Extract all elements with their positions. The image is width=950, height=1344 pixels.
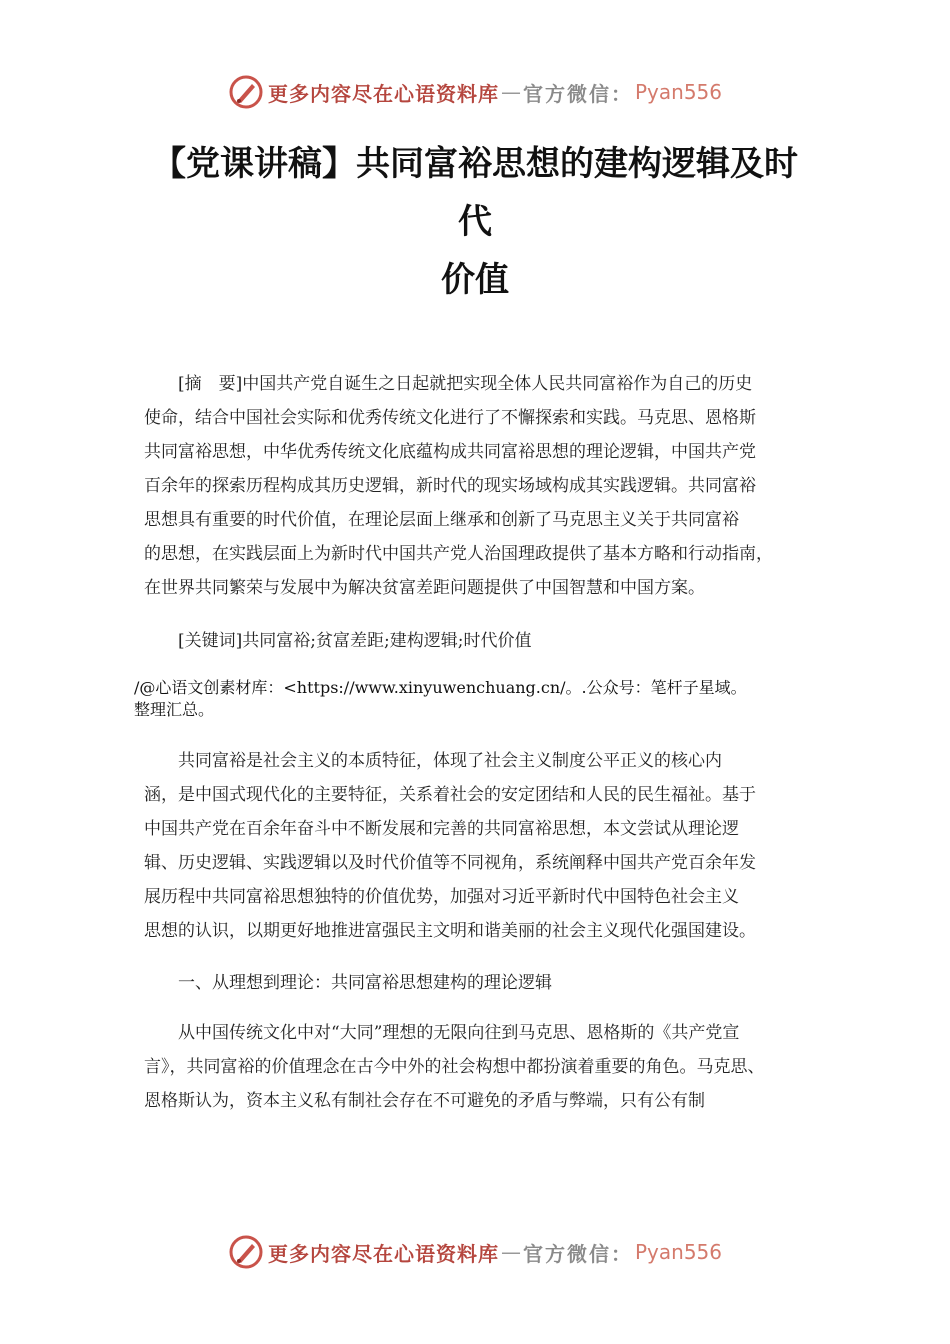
pen-circle-logo-icon bbox=[228, 1234, 264, 1270]
section-1-line: 从中国传统文化中对“大同”理想的无限向往到马克思、恩格斯的《共产党宣 bbox=[178, 1023, 740, 1043]
footer-watermark-banner bbox=[0, 1232, 950, 1272]
page-title-line-3: 价值 bbox=[441, 260, 509, 300]
banner-dash: — bbox=[500, 1240, 521, 1264]
abstract-line: 思想具有重要的时代价值，在理论层面上继承和创新了马克思主义关于共同富裕 bbox=[144, 510, 739, 530]
abstract-line: 共同富裕思想，中华优秀传统文化底蕴构成共同富裕思想的理论逻辑，中国共产党 bbox=[144, 442, 756, 462]
section-1-heading: 一、从理想到理论：共同富裕思想建构的理论逻辑 bbox=[178, 973, 552, 993]
intro-paragraph bbox=[144, 744, 824, 948]
section-1-line: 恩格斯认为，资本主义私有制社会存在不可避免的矛盾与弊端，只有公有制 bbox=[144, 1091, 705, 1111]
abstract-paragraph bbox=[144, 367, 824, 605]
abstract-line: 使命，结合中国社会实际和优秀传统文化进行了不懈探索和实践。马克思、恩格斯 bbox=[144, 408, 756, 428]
pen-circle-logo-icon bbox=[228, 74, 264, 110]
abstract-line: 百余年的探索历程构成其历史逻辑，新时代的现实场域构成其实践逻辑。共同富裕 bbox=[144, 476, 756, 496]
intro-line: 思想的认识，以期更好地推进富强民主文明和谐美丽的社会主义现代化强国建设。 bbox=[144, 921, 756, 941]
page-title-line-1: 【党课讲稿】共同富裕思想的建构逻辑及时 bbox=[152, 144, 798, 184]
source-note bbox=[134, 677, 834, 721]
banner-brand-text: 更多内容尽在心语资料库 bbox=[267, 1241, 499, 1266]
banner-wechat-label: 官方微信： bbox=[522, 1241, 633, 1266]
intro-line: 辑、历史逻辑、实践逻辑以及时代价值等不同视角，系统阐释中国共产党百余年发 bbox=[144, 853, 756, 873]
section-1-paragraph bbox=[144, 1016, 824, 1118]
header-watermark-banner bbox=[0, 72, 950, 112]
banner-account: Pyan556 bbox=[634, 80, 722, 104]
keywords-paragraph bbox=[144, 624, 824, 658]
abstract-line: 在世界共同繁荣与发展中为解决贫富差距问题提供了中国智慧和中国方案。 bbox=[144, 578, 705, 598]
intro-line: 共同富裕是社会主义的本质特征，体现了社会主义制度公平正义的核心内 bbox=[178, 751, 722, 771]
source-note-line-2: 整理汇总。 bbox=[134, 700, 215, 719]
abstract-line: 的思想，在实践层面上为新时代中国共产党人治国理政提供了基本方略和行动指南， bbox=[144, 544, 773, 564]
banner-wechat-label: 官方微信： bbox=[522, 81, 633, 106]
keywords-line: [关键词]共同富裕;贫富差距;建构逻辑;时代价值 bbox=[178, 631, 532, 651]
intro-line: 中国共产党在百余年奋斗中不断发展和完善的共同富裕思想，本文尝试从理论逻 bbox=[144, 819, 739, 839]
banner-account: Pyan556 bbox=[634, 1240, 722, 1264]
section-1-line: 言》，共同富裕的价值理念在古今中外的社会构想中都扮演着重要的角色。马克思、 bbox=[144, 1057, 765, 1077]
abstract-line: [摘 要]中国共产党自诞生之日起就把实现全体人民共同富裕作为自己的历史 bbox=[178, 374, 753, 394]
page-title-line-2: 代 bbox=[458, 202, 492, 242]
intro-line: 涵，是中国式现代化的主要特征，关系着社会的安定团结和人民的民生福祉。基于 bbox=[144, 785, 756, 805]
source-note-line-1: /@心语文创素材库：<https://www.xinyuwenchuang.cn/。.公众号：笔杆子星域。 bbox=[134, 678, 747, 697]
intro-line: 展历程中共同富裕思想独特的价值优势，加强对习近平新时代中国特色社会主义 bbox=[144, 887, 739, 907]
banner-brand-text: 更多内容尽在心语资料库 bbox=[267, 81, 499, 106]
section-1-heading-block bbox=[144, 966, 824, 1000]
banner-dash: — bbox=[500, 80, 521, 104]
